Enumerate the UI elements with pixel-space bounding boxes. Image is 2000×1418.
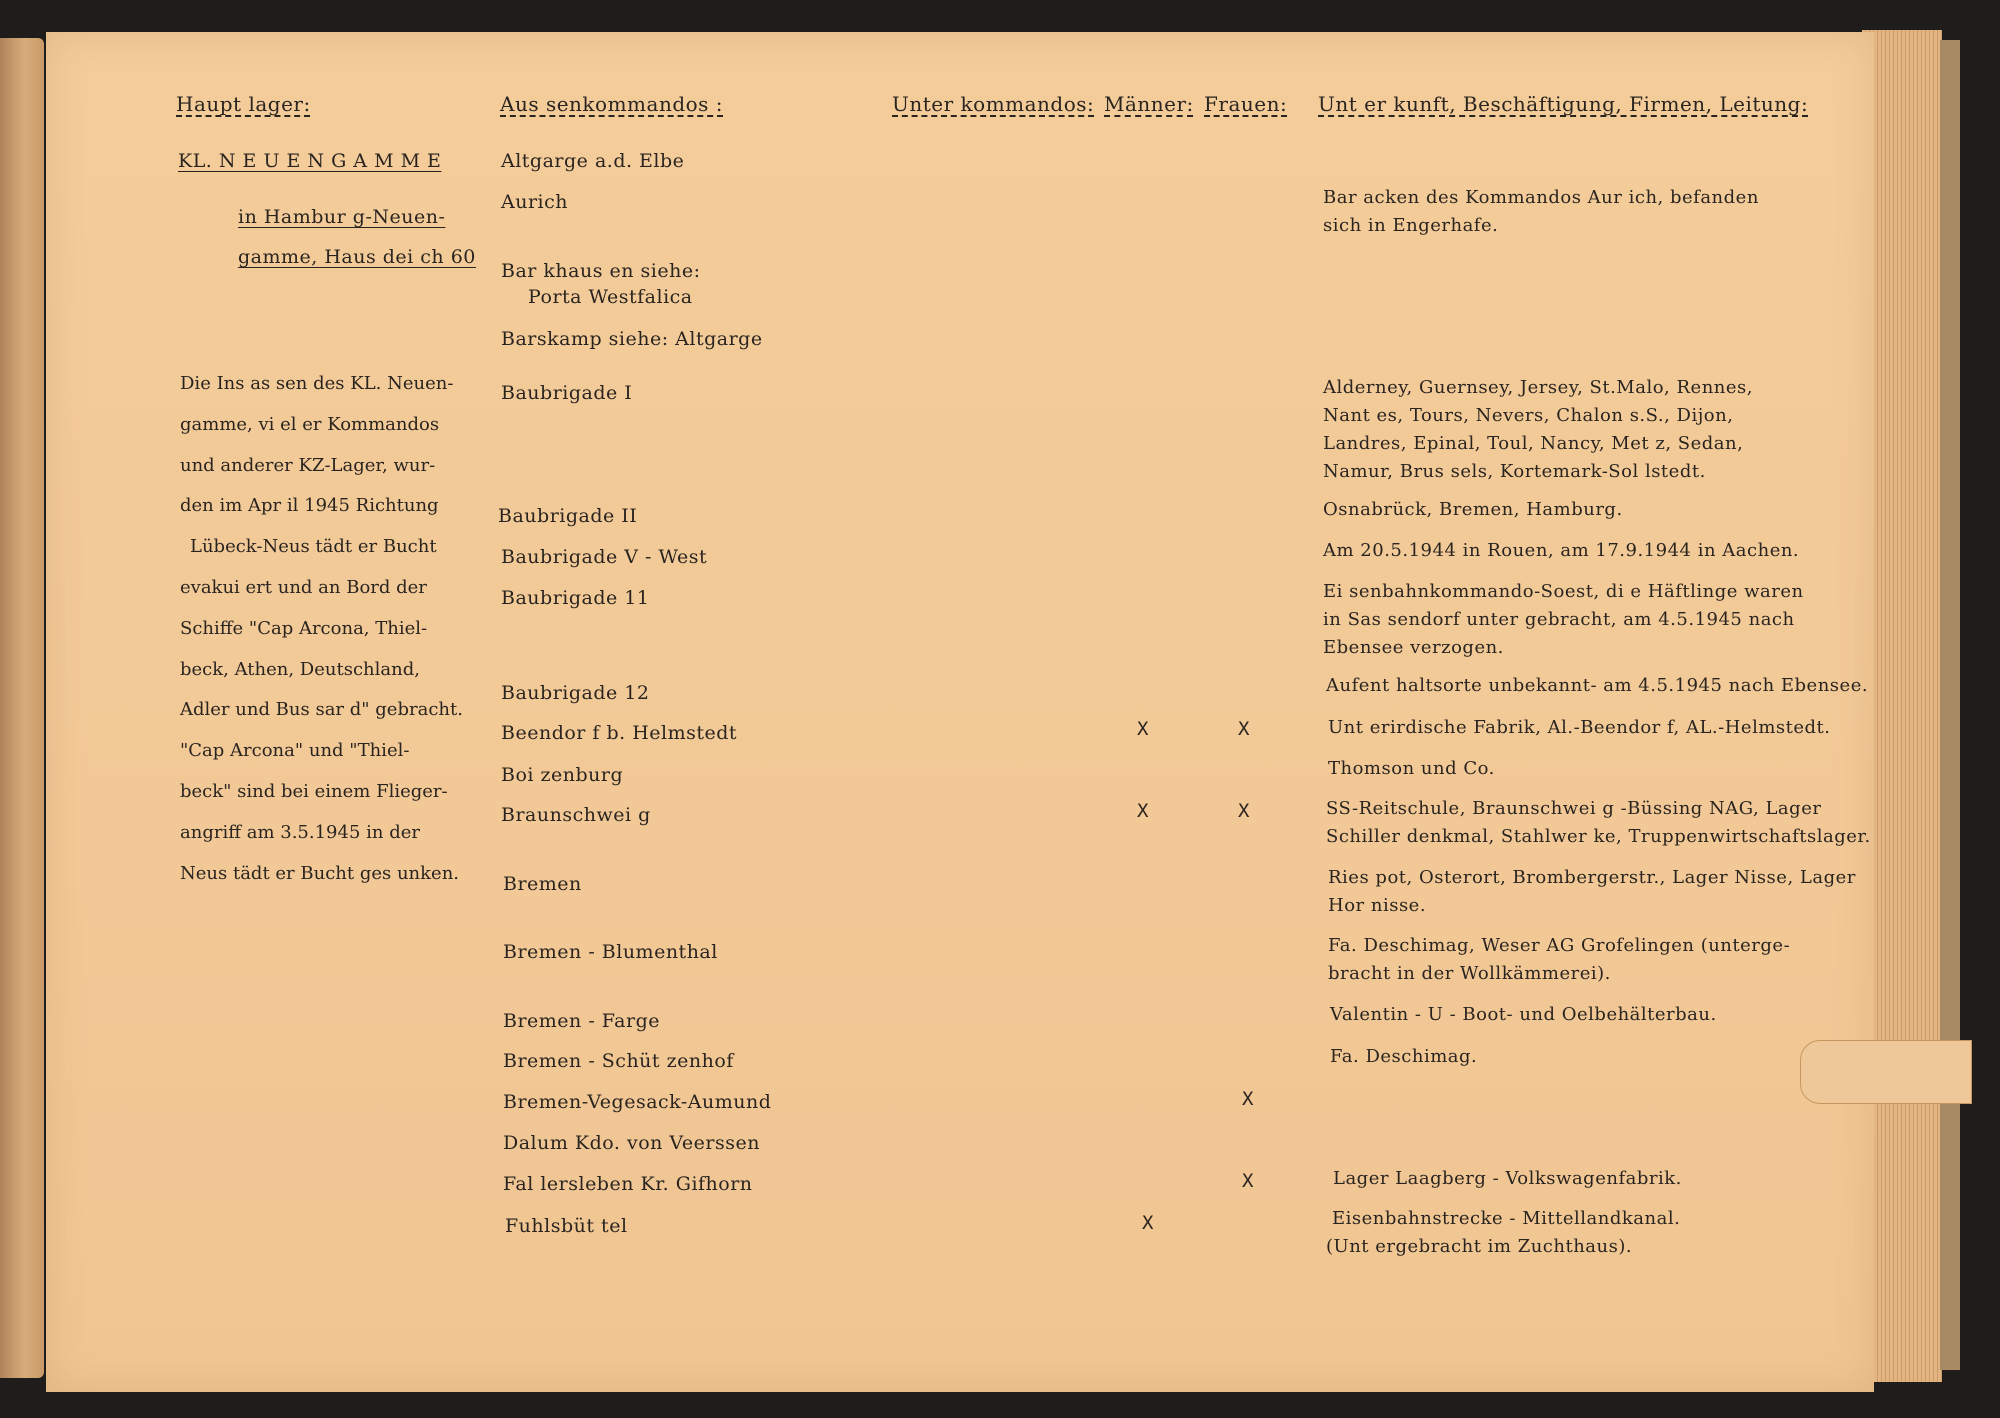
kommando-baubrigade-11: Baubrigade 11 (501, 587, 650, 609)
page-stack-edge (1862, 30, 1942, 1382)
intro-line: Lübeck-Neus tädt er Bucht (190, 536, 437, 558)
maenner-mark-braunschweig: X (1137, 800, 1149, 822)
detail-line: Fa. Deschimag. (1330, 1046, 1478, 1067)
detail-line: Landres, Epinal, Toul, Nancy, Met z, Sedan, (1323, 433, 1744, 454)
maenner-mark-fuhlsbuettel: X (1142, 1212, 1154, 1234)
kommando-fallersleben: Fal lersleben Kr. Gifhorn (503, 1173, 753, 1195)
frauen-mark-beendorf: X (1238, 718, 1250, 740)
detail-braunschweig (1326, 795, 1871, 851)
binder-back-edge (1940, 40, 1960, 1370)
detail-bremen (1328, 864, 1856, 920)
detail-line: Am 20.5.1944 in Rouen, am 17.9.1944 in Aachen. (1323, 540, 1800, 561)
detail-fallersleben (1333, 1165, 1682, 1193)
kommando-beendorf: Beendor f b. Helmstedt (501, 722, 738, 744)
intro-line: und anderer KZ-Lager, wur- (180, 454, 436, 476)
intro-line: "Cap Arcona" und "Thiel- (180, 740, 410, 762)
detail-boizenburg (1328, 755, 1495, 783)
frauen-mark-fallersleben: X (1242, 1170, 1254, 1192)
detail-line: Nant es, Tours, Nevers, Chalon s.S., Dijon, (1323, 405, 1734, 426)
intro-line: beck" sind bei einem Flieger- (180, 780, 448, 802)
hauptlager-address: gamme, Haus dei ch 60 (238, 246, 476, 268)
kommando-bremen-vegesack: Bremen-Vegesack-Aumund (503, 1091, 772, 1113)
kommando-baubrigade-5: Baubrigade V - West (501, 546, 708, 568)
detail-line: Ebensee verzogen. (1323, 637, 1504, 658)
detail-line: Ei senbahnkommando-Soest, di e Häftlinge waren (1323, 581, 1804, 602)
kommando-barkhausen: Bar khaus en siehe: (501, 260, 701, 282)
intro-line: Neus tädt er Bucht ges unken. (180, 862, 460, 884)
maenner-mark-beendorf: X (1137, 718, 1149, 740)
header-hauptlager: Haupt lager: (176, 92, 311, 116)
kommando-boizenburg: Boi zenburg (501, 764, 624, 786)
intro-line: gamme, vi el er Kommandos (180, 413, 440, 435)
hauptlager-name: KL. N E U E N G A M M E (178, 150, 442, 172)
detail-fuhlsbuettel (1326, 1205, 1680, 1261)
kommando-baubrigade-12: Baubrigade 12 (501, 682, 650, 704)
kommando-fuhlsbuettel: Fuhlsbüt tel (505, 1215, 628, 1237)
intro-line: Schiffe "Cap Arcona, Thiel- (180, 617, 428, 639)
detail-line: Schiller denkmal, Stahlwer ke, Truppenwirtschaftslager. (1326, 826, 1871, 847)
detail-line: Namur, Brus sels, Kortemark-Sol lstedt. (1323, 461, 1706, 482)
detail-baubrigade-5 (1323, 537, 1799, 565)
kommando-bremen-blumenthal: Bremen - Blumenthal (503, 941, 718, 963)
kommando-porta: Porta Westfalica (528, 286, 693, 308)
detail-line: Valentin - U - Boot- und Oelbehälterbau. (1330, 1004, 1717, 1025)
detail-line: Aufent haltsorte unbekannt- am 4.5.1945 nach Ebensee. (1326, 675, 1869, 696)
detail-line: Alderney, Guernsey, Jersey, St.Malo, Rennes, (1323, 377, 1754, 398)
intro-paragraph (180, 364, 480, 894)
header-maenner: Männer: (1104, 92, 1194, 116)
intro-line: den im Apr il 1945 Richtung (180, 495, 439, 517)
kommando-bremen: Bremen (503, 873, 582, 895)
detail-line: Thomson und Co. (1328, 758, 1495, 779)
detail-aurich (1323, 184, 1759, 240)
kommando-bremen-farge: Bremen - Farge (503, 1010, 660, 1032)
detail-line: in Sas sendorf unter gebracht, am 4.5.1945 nach (1323, 609, 1795, 630)
header-frauen: Frauen: (1204, 92, 1288, 116)
detail-baubrigade-12 (1326, 672, 1868, 700)
hauptlager-location: in Hambur g-Neuen- (238, 206, 446, 228)
detail-line: Unt erirdische Fabrik, Al.-Beendor f, AL.-Helmstedt. (1328, 717, 1831, 738)
kommando-baubrigade-1: Baubrigade I (501, 382, 633, 404)
frauen-mark-braunschweig: X (1238, 800, 1250, 822)
detail-line: Eisenbahnstrecke - Mittellandkanal. (1332, 1208, 1681, 1229)
header-unterkunft: Unt er kunft, Beschäftigung, Firmen, Leitung: (1318, 92, 1809, 116)
kommando-aurich: Aurich (501, 191, 568, 213)
detail-line: Hor nisse. (1328, 895, 1427, 916)
detail-baubrigade-11 (1323, 578, 1804, 662)
detail-line: SS-Reitschule, Braunschwei g -Büssing NAG, Lager (1326, 798, 1822, 819)
header-aussenkommandos: Aus senkommandos : (500, 92, 724, 116)
detail-line: Lager Laagberg - Volkswagenfabrik. (1333, 1168, 1682, 1189)
detail-baubrigade-2 (1323, 496, 1623, 524)
detail-line: (Unt ergebracht im Zuchthaus). (1326, 1236, 1633, 1257)
detail-line: Bar acken des Kommandos Aur ich, befanden (1323, 187, 1759, 208)
detail-line: bracht in der Wollkämmerei). (1328, 963, 1611, 984)
intro-line: evakui ert und an Bord der (180, 576, 427, 598)
detail-blumenthal (1328, 932, 1790, 988)
kommando-braunschweig: Braunschwei g (501, 804, 651, 826)
kommando-barskamp: Barskamp siehe: Altgarge (501, 328, 763, 350)
kommando-altgarge: Altgarge a.d. Elbe (501, 150, 685, 172)
kommando-bremen-schuetzenhof: Bremen - Schüt zenhof (503, 1050, 734, 1072)
detail-farge (1330, 1001, 1717, 1029)
intro-line: beck, Athen, Deutschland, (180, 658, 420, 680)
page-tab[interactable] (1800, 1040, 1972, 1104)
detail-line: sich in Engerhafe. (1323, 215, 1499, 236)
detail-baubrigade-1 (1323, 374, 1753, 486)
intro-line: angriff am 3.5.1945 in der (180, 821, 420, 843)
detail-line: Osnabrück, Bremen, Hamburg. (1323, 499, 1623, 520)
intro-line: Adler und Bus sar d" gebracht. (180, 699, 463, 721)
intro-line: Die Ins as sen des KL. Neuen- (180, 373, 454, 394)
kommando-baubrigade-2: Baubrigade II (498, 505, 638, 527)
header-unterkommandos: Unter kommandos: (892, 92, 1095, 116)
frauen-mark-vegesack: X (1242, 1088, 1254, 1110)
detail-line: Fa. Deschimag, Weser AG Grofelingen (unterge- (1328, 935, 1791, 956)
kommando-dalum: Dalum Kdo. von Veerssen (503, 1132, 760, 1154)
detail-beendorf (1328, 714, 1831, 742)
detail-line: Ries pot, Osterort, Brombergerstr., Lager Nisse, Lager (1328, 867, 1856, 888)
previous-page-edge (0, 38, 44, 1378)
detail-schuetzenhof (1330, 1043, 1477, 1071)
